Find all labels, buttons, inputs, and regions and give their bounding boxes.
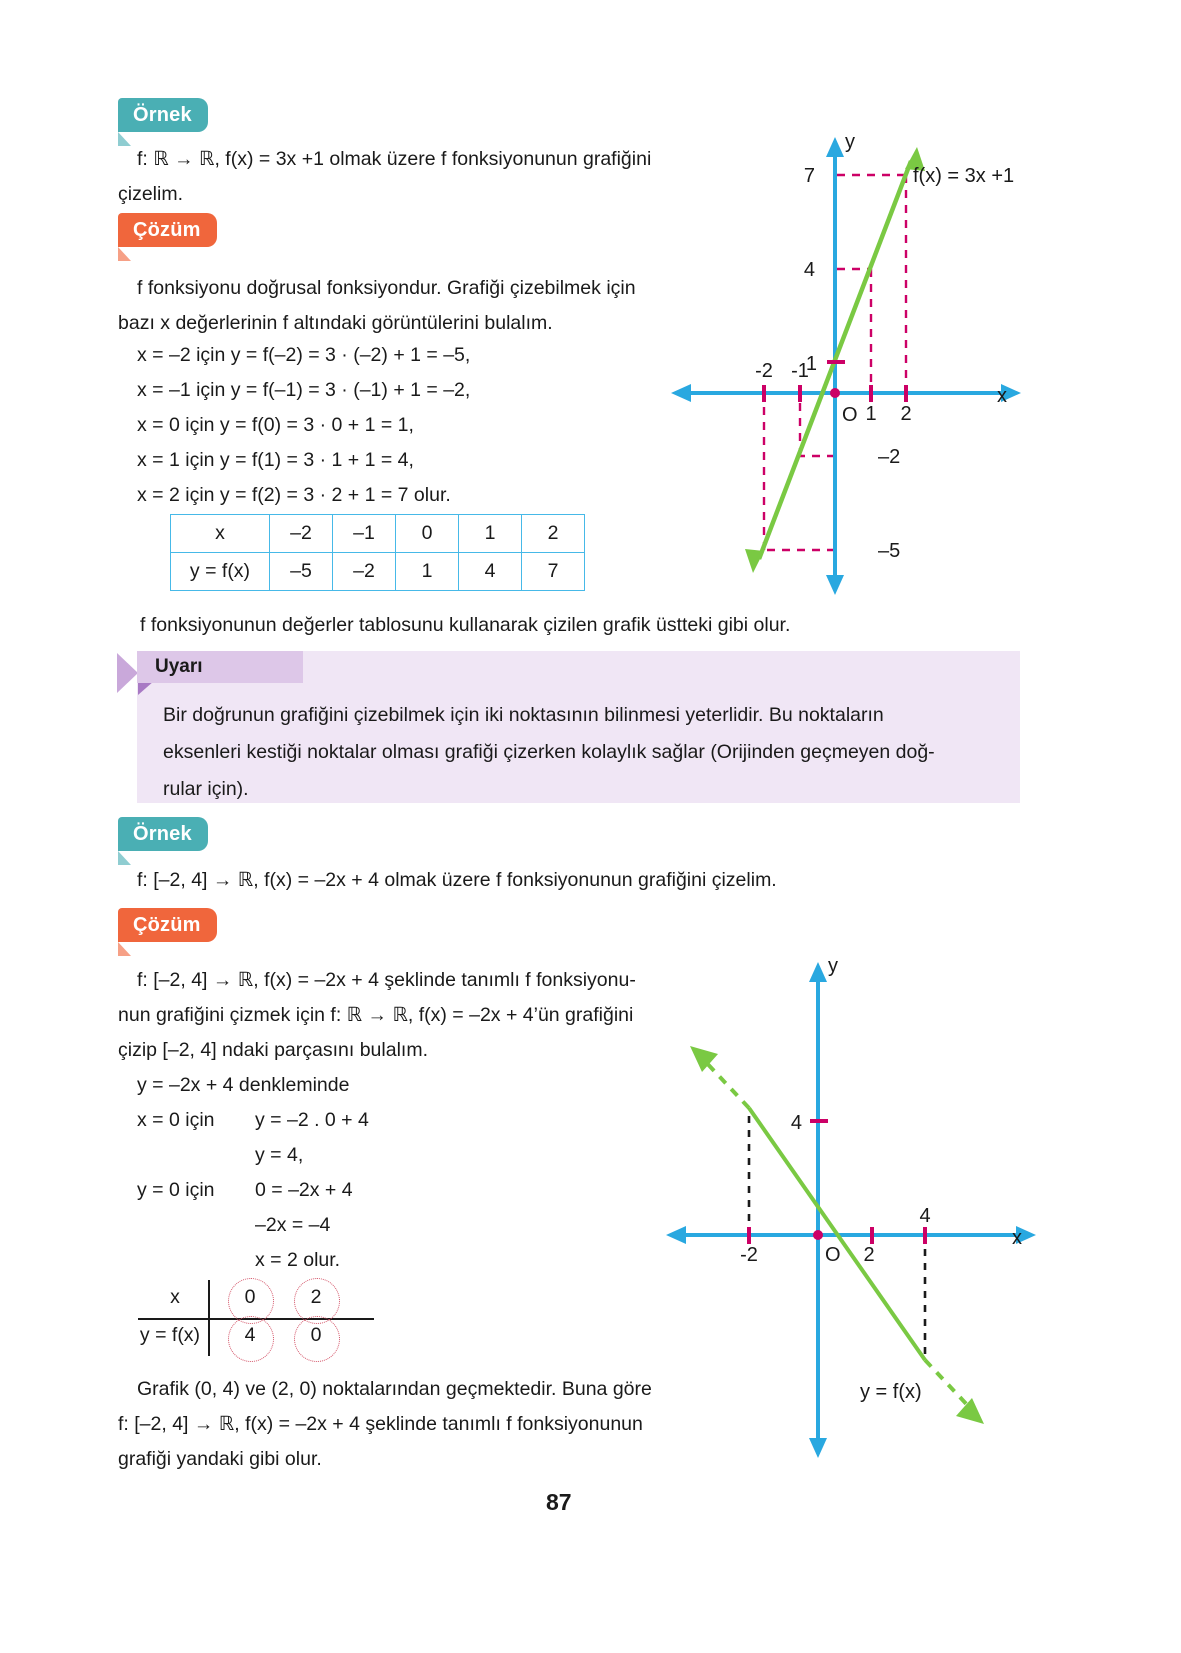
tag-fold-icon — [118, 132, 131, 146]
cell-x-0: –2 — [270, 515, 333, 553]
solution2-intro-line3: çizip [–2, 4] ndaki parçasını bulalım. — [118, 1039, 428, 1061]
graph-fx-minus-2x-plus-4 — [660, 950, 1040, 1465]
solution2-closing-line3: grafiği yandaki gibi olur. — [118, 1448, 322, 1470]
value-table-1 — [170, 514, 585, 591]
t2-cell-y-0: 4 — [244, 1324, 256, 1346]
cell-x-1: –1 — [333, 515, 396, 553]
solution1-step-3: x = 0 için y = f(0) = 3 · 0 + 1 = 1, — [137, 414, 414, 436]
warning-text-line3: rular için). — [163, 778, 249, 800]
cell-x-3: 1 — [459, 515, 522, 553]
x-axis-label: x — [1012, 1227, 1022, 1249]
tag-ornek-2 — [118, 817, 208, 851]
solution2-step-4-left: y = 0 için — [137, 1179, 215, 1201]
y-axis-label: y — [845, 131, 855, 153]
warning-label: Uyarı — [155, 656, 203, 677]
warning-label-ribbon — [137, 651, 303, 683]
y-tick-7: 7 — [803, 165, 815, 187]
cell-x-4: 2 — [522, 515, 585, 553]
solution2-closing-line2: f: [–2, 4] → ℝ, f(x) = –2x + 4 şeklinde tanımlı f fonksiyonunun — [118, 1413, 643, 1435]
t2-cell-x-1: 2 — [310, 1286, 322, 1308]
tag-cozum-1 — [118, 213, 217, 247]
y-axis-arrow-up-icon — [809, 962, 827, 982]
tag-ornek-2-label: Örnek — [133, 822, 192, 845]
solution2-intro-line2: nun grafiğini çizmek için f: ℝ → ℝ, f(x) = –2x + 4’ün grafiğini — [118, 1004, 634, 1026]
origin-point — [830, 388, 840, 398]
example2-statement: f: [–2, 4] → ℝ, f(x) = –2x + 4 olmak üzere f fonksiyonunun grafiğini çizelim. — [137, 869, 777, 891]
y-tick-minus5: –5 — [878, 540, 901, 562]
tag-ornek-1-label: Örnek — [133, 103, 192, 126]
axes — [674, 974, 1030, 1450]
tick-marks — [749, 1121, 925, 1244]
solution2-intro-line1: f: [–2, 4] → ℝ, f(x) = –2x + 4 şeklinde tanımlı f fonksiyonu- — [137, 969, 636, 991]
cell-y-2: 1 — [396, 553, 459, 591]
solution2-step-2-right: y = –2 . 0 + 4 — [255, 1109, 369, 1131]
solution1-step-4: x = 1 için y = f(1) = 3 · 1 + 1 = 4, — [137, 449, 414, 471]
value-table-2 — [138, 1280, 378, 1356]
solution2-step-5-right: –2x = –4 — [255, 1214, 331, 1236]
origin-point — [813, 1230, 823, 1240]
x-tick-1: 1 — [865, 403, 877, 425]
y-tick-4: 4 — [803, 259, 815, 281]
tag-ornek-1 — [118, 98, 208, 132]
t2-cell-y-1: 0 — [310, 1324, 322, 1346]
example1-statement-line2: çizelim. — [118, 183, 184, 205]
function-arrow-downright-icon — [956, 1398, 984, 1424]
cell-y-label: y = f(x) — [171, 553, 270, 591]
solution1-step-5: x = 2 için y = f(2) = 3 · 2 + 1 = 7 olur. — [137, 484, 451, 506]
axes — [679, 149, 1015, 585]
solution1-intro-line2: bazı x değerlerinin f altındaki görüntülerini bulalım. — [118, 312, 553, 334]
cell-y-1: –2 — [333, 553, 396, 591]
y-axis-arrow-down-icon — [826, 575, 844, 595]
cell-x-label: x — [171, 515, 270, 553]
tag-cozum-2 — [118, 908, 217, 942]
tag-fold-icon — [118, 851, 131, 865]
y-axis-label: y — [828, 955, 838, 977]
solution2-step-3-right: y = 4, — [255, 1144, 304, 1166]
warning-text-line1: Bir doğrunun grafiğini çizebilmek için iki noktasının bilinmesi yeterlidir. Bu noktaların — [163, 704, 884, 726]
solution1-intro-line1: f fonksiyonu doğrusal fonksiyondur. Grafiği çizebilmek için — [137, 277, 636, 299]
solution2-step-1-left: y = –2x + 4 denkleminde — [137, 1074, 350, 1096]
tag-cozum-1-label: Çözüm — [133, 218, 201, 241]
table-row — [171, 515, 585, 553]
t2-cell-y-label: y = f(x) — [139, 1324, 201, 1346]
t2-cell-x-label: x — [170, 1286, 180, 1308]
x-tick-4: 4 — [919, 1205, 931, 1227]
x-tick-2: 2 — [863, 1244, 875, 1266]
function-label: f(x) = 3x +1 — [913, 165, 1015, 187]
x-axis-arrow-left-icon — [671, 384, 691, 402]
function-arrow-down-icon — [745, 549, 764, 573]
tag-fold-icon — [118, 942, 131, 956]
table-row — [171, 553, 585, 591]
solution1-closing: f fonksiyonunun değerler tablosunu kullanarak çizilen grafik üstteki gibi olur. — [140, 614, 791, 636]
cell-y-3: 4 — [459, 553, 522, 591]
origin-label: O — [825, 1244, 841, 1266]
graph-fx-3x-plus-1 — [665, 125, 1025, 600]
t2-cell-x-0: 0 — [244, 1286, 256, 1308]
x-tick-2: 2 — [900, 403, 912, 425]
y-tick-minus2: –2 — [878, 446, 901, 468]
warning-text-line2: eksenleri kestiği noktalar olması grafiği çizerken kolaylık sağlar (Orijinden geçmeyen doğ- — [163, 741, 935, 763]
example1-statement-line1: f: ℝ → ℝ, f(x) = 3x +1 olmak üzere f fonksiyonunun grafiğini — [137, 148, 652, 170]
page-number: 87 — [546, 1489, 572, 1515]
solution2-closing-line1: Grafik (0, 4) ve (2, 0) noktalarından geçmektedir. Buna göre — [137, 1378, 652, 1400]
cell-x-2: 0 — [396, 515, 459, 553]
y-tick-1: 1 — [805, 353, 817, 375]
y-tick-4: 4 — [790, 1112, 802, 1134]
origin-label: O — [842, 404, 858, 426]
function-label: y = f(x) — [860, 1381, 922, 1403]
tag-fold-icon — [118, 247, 131, 261]
cell-y-0: –5 — [270, 553, 333, 591]
solution1-step-2: x = –1 için y = f(–1) = 3 · (–1) + 1 = –2, — [137, 379, 471, 401]
warning-ribbon-tail-icon — [117, 653, 138, 693]
solution1-step-1: x = –2 için y = f(–2) = 3 · (–2) + 1 = –5, — [137, 344, 471, 366]
y-axis-arrow-up-icon — [826, 137, 844, 157]
tag-cozum-2-label: Çözüm — [133, 913, 201, 936]
function-extension-right — [925, 1360, 972, 1410]
cell-y-4: 7 — [522, 553, 585, 591]
y-axis-arrow-down-icon — [809, 1438, 827, 1458]
x-tick-minus2: -2 — [740, 1244, 758, 1266]
solution2-step-4-right: 0 = –2x + 4 — [255, 1179, 353, 1201]
solution2-step-6-right: x = 2 olur. — [255, 1249, 341, 1271]
x-tick-minus2: -2 — [755, 360, 773, 382]
function-extension-left — [702, 1058, 749, 1108]
x-axis-arrow-left-icon — [666, 1226, 686, 1244]
x-axis-label: x — [997, 385, 1007, 407]
x-tick-minus1: -1 — [791, 360, 809, 382]
solution2-step-2-left: x = 0 için — [137, 1109, 215, 1131]
warning-ribbon-fold-icon — [138, 681, 154, 695]
